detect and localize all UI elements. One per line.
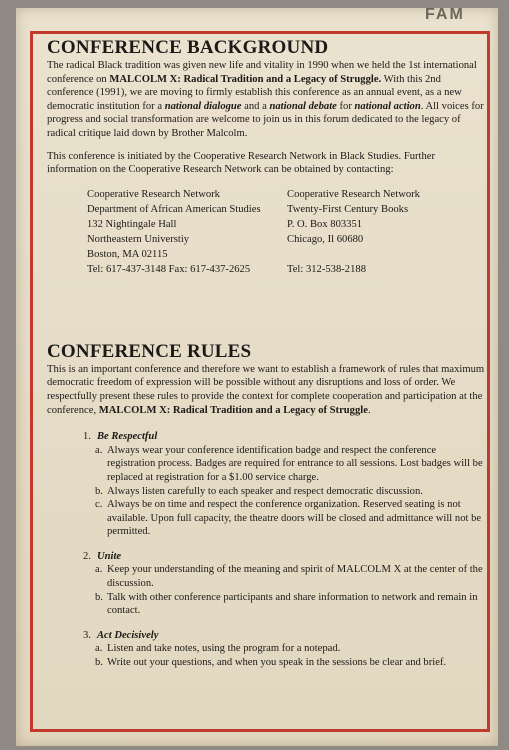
contact-block xyxy=(87,187,487,277)
rule-subitem: a. Always wear your conference identification badge and respect the conference registration process. Badges are required for entrance to all sessions. Lost badges will be replaced at registration for a $1.00 service charge. xyxy=(95,444,483,483)
rule-subitem: b. Talk with other conference participants and share information to network and remain in contact. xyxy=(95,591,478,617)
rule-subitem: b. Write out your questions, and when you speak in the sessions be clear and brief. xyxy=(95,657,447,669)
rule-subitem: c. Always be on time and respect the conference organization. Reserved seating is not available. Upon full capacity, the theatre doors will be closed and admittance will not be permitted. xyxy=(95,499,482,538)
rule-subitem: a. Keep your understanding of the meaning and spirit of MALCOLM X at the center of the discussion. xyxy=(95,564,483,590)
document-content xyxy=(47,37,487,681)
contact-left-phone: Tel: 617-437-3148 Fax: 617-437-2625 xyxy=(87,263,251,275)
corner-faded-text: FAM xyxy=(425,6,465,23)
background-paragraph-1: The radical Black tradition was given new life and vitality in 1990 when we held the 1st international conference on MALCOLM X: Radical Tradition and a Legacy of Struggle. With this 2nd conference (1991), we are moving to firmly establish this conference as an annual event, as a new democratic institution for a national dialogue and a national debate for national action. All voices for progress and social transformation are welcome to join us in this forum dedicated to the legacy of radical critique laid down by Brother Malcolm. xyxy=(47,60,484,139)
rule-title: 2. Unite xyxy=(83,550,122,562)
rules-heading: CONFERENCE RULES xyxy=(47,340,252,362)
background-heading: CONFERENCE BACKGROUND xyxy=(47,37,329,58)
rules-list xyxy=(83,430,487,670)
rules-intro: This is an important conference and therefore we want to establish a framework of rules that maximum democratic freedom of expression will be possible without any disruptions and loss of order. We respectfully present these rules to provide the context for complete cooperation and participation at the conference, MALCOLM X: Radical Tradition and a Legacy of Struggle. xyxy=(47,363,485,416)
rule-subitem: a. Listen and take notes, using the program for a notepad. xyxy=(95,643,341,655)
contact-left: Cooperative Research Network Department of African American Studies 132 Nightingale Hall Northeastern Universtiy Boston, MA 02115 Tel: 617-437-3148 Fax: 617-437-2625 xyxy=(87,187,287,277)
background-paragraph-2: This conference is initiated by the Cooperative Research Network in Black Studies. Further information on the Cooperative Research Network can be obtained by contacting: xyxy=(47,150,436,176)
contact-right: Cooperative Research Network Twenty-First Century Books P. O. Box 803351 Chicago, Il 60680 Tel: 312-538-2188 xyxy=(287,187,487,277)
rule-title: 1. Be Respectful xyxy=(83,431,158,443)
rule-item xyxy=(83,430,487,539)
rule-subitem: b. Always listen carefully to each speaker and respect democratic discussion. xyxy=(95,485,423,497)
rule-title: 3. Act Decisively xyxy=(83,629,159,641)
rule-item xyxy=(83,629,487,670)
rule-item xyxy=(83,550,487,618)
contact-right-phone: Tel: 312-538-2188 xyxy=(287,263,366,275)
